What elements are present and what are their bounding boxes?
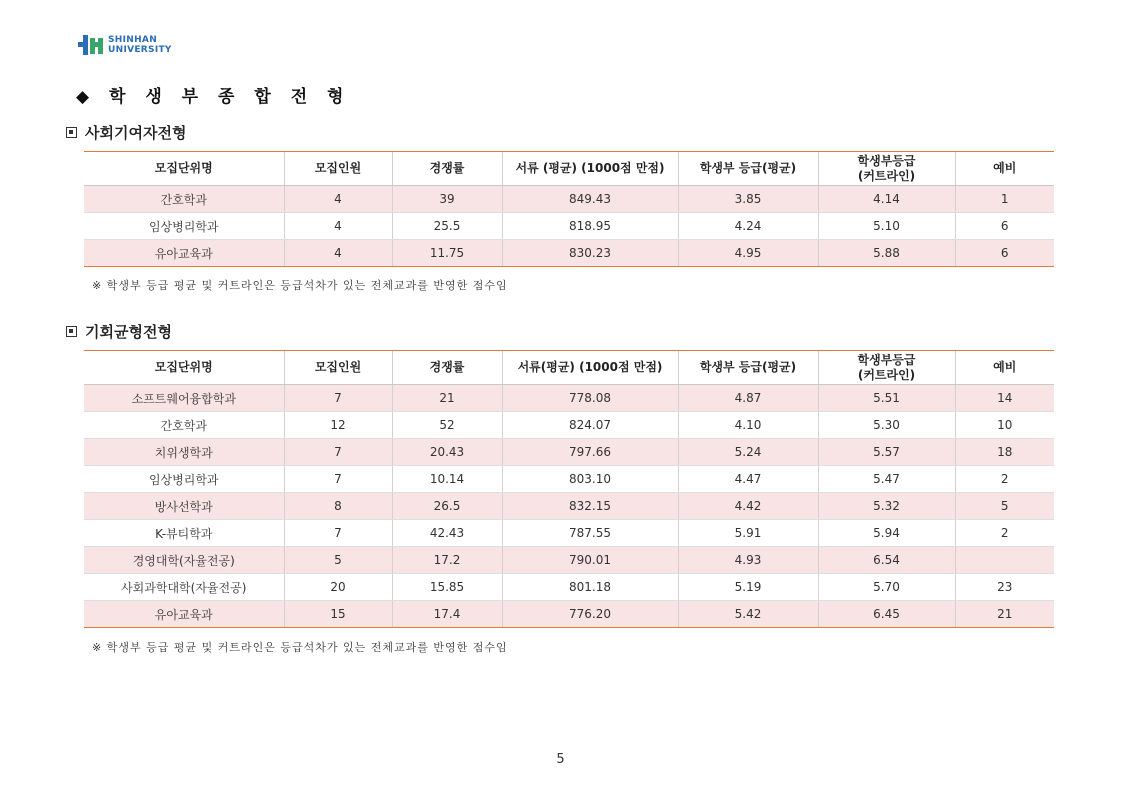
table-row — [84, 439, 1054, 466]
page-title: ◆ 학 생 부 종 합 전 형 — [76, 87, 351, 107]
cell-quota: 4 — [284, 186, 392, 213]
header-quota: 모집인원 — [284, 152, 392, 186]
cell-quota: 7 — [284, 466, 392, 493]
cell-quota: 20 — [284, 574, 392, 601]
cell-grade-cutline: 5.70 — [818, 574, 955, 601]
shinhan-logo-icon — [78, 34, 104, 56]
cell-grade-cutline: 5.47 — [818, 466, 955, 493]
cell-grade-average: 3.85 — [678, 186, 818, 213]
header-grade-average: 학생부 등급(평균) — [678, 152, 818, 186]
page-number: 5 — [556, 752, 565, 767]
header-grade-cutline-line2: (커트라인) — [857, 168, 916, 183]
cell-grade-average: 5.42 — [678, 601, 818, 628]
cell-document-score: 801.18 — [502, 574, 678, 601]
cell-document-score: 849.43 — [502, 186, 678, 213]
cell-unit: 간호학과 — [84, 186, 284, 213]
section-title-text: 사회기여자전형 — [85, 124, 187, 142]
header-competition: 경쟁률 — [392, 351, 502, 385]
cell-competition: 39 — [392, 186, 502, 213]
cell-quota: 8 — [284, 493, 392, 520]
header-waitlist: 예비 — [955, 351, 1054, 385]
header-unit: 모집단위명 — [84, 152, 284, 186]
cell-waitlist: 2 — [955, 520, 1054, 547]
cell-quota: 7 — [284, 520, 392, 547]
table-row — [84, 466, 1054, 493]
cell-grade-average: 5.24 — [678, 439, 818, 466]
cell-waitlist: 21 — [955, 601, 1054, 628]
cell-waitlist: 23 — [955, 574, 1054, 601]
table-row — [84, 520, 1054, 547]
cell-unit: 간호학과 — [84, 412, 284, 439]
cell-waitlist: 2 — [955, 466, 1054, 493]
cell-unit: 소프트웨어융합학과 — [84, 385, 284, 412]
social-contribution-table — [84, 151, 1054, 267]
cell-quota: 4 — [284, 213, 392, 240]
cell-waitlist: 10 — [955, 412, 1054, 439]
cell-competition: 20.43 — [392, 439, 502, 466]
cell-grade-average: 4.95 — [678, 240, 818, 267]
header-document-score: 서류 (평균) (1000점 만점) — [502, 152, 678, 186]
section-title-opportunity-balance — [66, 321, 172, 342]
cell-competition: 17.2 — [392, 547, 502, 574]
cell-waitlist: 6 — [955, 240, 1054, 267]
cell-competition: 25.5 — [392, 213, 502, 240]
cell-document-score: 832.15 — [502, 493, 678, 520]
table-row — [84, 412, 1054, 439]
cell-competition: 15.85 — [392, 574, 502, 601]
cell-document-score: 778.08 — [502, 385, 678, 412]
cell-waitlist: 1 — [955, 186, 1054, 213]
cell-quota: 7 — [284, 385, 392, 412]
cell-quota: 5 — [284, 547, 392, 574]
cell-unit: 사회과학대학(자율전공) — [84, 574, 284, 601]
cell-unit: 방사선학과 — [84, 493, 284, 520]
table-row — [84, 213, 1054, 240]
cell-grade-cutline: 6.45 — [818, 601, 955, 628]
cell-competition: 17.4 — [392, 601, 502, 628]
table-row — [84, 385, 1054, 412]
cell-document-score: 776.20 — [502, 601, 678, 628]
logo-text — [108, 35, 172, 55]
cell-quota: 12 — [284, 412, 392, 439]
cell-document-score: 797.66 — [502, 439, 678, 466]
cell-grade-average: 5.19 — [678, 574, 818, 601]
cell-unit: K-뷰티학과 — [84, 520, 284, 547]
cell-grade-cutline: 5.94 — [818, 520, 955, 547]
cell-quota: 4 — [284, 240, 392, 267]
header-grade-cutline — [818, 152, 955, 186]
cell-grade-cutline: 5.30 — [818, 412, 955, 439]
cell-grade-average: 4.93 — [678, 547, 818, 574]
cell-grade-average: 5.91 — [678, 520, 818, 547]
table-row — [84, 240, 1054, 267]
cell-waitlist: 14 — [955, 385, 1054, 412]
cell-grade-cutline: 6.54 — [818, 547, 955, 574]
cell-grade-average: 4.42 — [678, 493, 818, 520]
cell-grade-average: 4.24 — [678, 213, 818, 240]
cell-unit: 치위생학과 — [84, 439, 284, 466]
header-grade-cutline — [818, 351, 955, 385]
table-row — [84, 574, 1054, 601]
logo-line2: UNIVERSITY — [108, 45, 172, 55]
table-row — [84, 547, 1054, 574]
cell-competition: 11.75 — [392, 240, 502, 267]
cell-document-score: 818.95 — [502, 213, 678, 240]
cell-document-score: 790.01 — [502, 547, 678, 574]
cell-quota: 15 — [284, 601, 392, 628]
cell-waitlist: 5 — [955, 493, 1054, 520]
cell-competition: 26.5 — [392, 493, 502, 520]
cell-grade-cutline: 5.10 — [818, 213, 955, 240]
cell-competition: 21 — [392, 385, 502, 412]
header-waitlist: 예비 — [955, 152, 1054, 186]
cell-quota: 7 — [284, 439, 392, 466]
table-header-row — [84, 152, 1054, 186]
cell-waitlist — [955, 547, 1054, 574]
section-title-text: 기회균형전형 — [85, 323, 172, 341]
cell-grade-cutline: 5.57 — [818, 439, 955, 466]
cell-document-score: 803.10 — [502, 466, 678, 493]
cell-competition: 52 — [392, 412, 502, 439]
section-title-social-contribution — [66, 122, 186, 143]
header-grade-cutline-line2: (커트라인) — [857, 367, 916, 382]
table-note: ※ 학생부 등급 평균 및 커트라인은 등급석차가 있는 전체교과를 반영한 점수임 — [92, 641, 508, 654]
header-unit: 모집단위명 — [84, 351, 284, 385]
cell-grade-cutline: 5.88 — [818, 240, 955, 267]
cell-document-score: 824.07 — [502, 412, 678, 439]
cell-document-score: 830.23 — [502, 240, 678, 267]
table-row — [84, 493, 1054, 520]
header-grade-cutline-line1: 학생부등급 — [857, 352, 916, 367]
cell-document-score: 787.55 — [502, 520, 678, 547]
cell-competition: 42.43 — [392, 520, 502, 547]
university-logo — [78, 34, 172, 56]
logo-line1: SHINHAN — [108, 35, 158, 45]
table-header-row — [84, 351, 1054, 385]
header-grade-cutline-line1: 학생부등급 — [857, 153, 916, 168]
cell-grade-average: 4.47 — [678, 466, 818, 493]
header-document-score: 서류(평균) (1000점 만점) — [502, 351, 678, 385]
opportunity-balance-table — [84, 350, 1054, 628]
cell-grade-cutline: 5.51 — [818, 385, 955, 412]
cell-waitlist: 18 — [955, 439, 1054, 466]
header-grade-average: 학생부 등급(평균) — [678, 351, 818, 385]
cell-grade-average: 4.87 — [678, 385, 818, 412]
header-competition: 경쟁률 — [392, 152, 502, 186]
cell-grade-average: 4.10 — [678, 412, 818, 439]
cell-competition: 10.14 — [392, 466, 502, 493]
cell-unit: 임상병리학과 — [84, 466, 284, 493]
square-bullet-icon — [66, 326, 77, 337]
cell-grade-cutline: 5.32 — [818, 493, 955, 520]
table-note: ※ 학생부 등급 평균 및 커트라인은 등급석차가 있는 전체교과를 반영한 점수임 — [92, 279, 508, 292]
table-row — [84, 186, 1054, 213]
cell-unit: 경영대학(자율전공) — [84, 547, 284, 574]
table-row — [84, 601, 1054, 628]
cell-grade-cutline: 4.14 — [818, 186, 955, 213]
cell-waitlist: 6 — [955, 213, 1054, 240]
cell-unit: 유아교육과 — [84, 240, 284, 267]
cell-unit: 유아교육과 — [84, 601, 284, 628]
header-quota: 모집인원 — [284, 351, 392, 385]
square-bullet-icon — [66, 127, 77, 138]
cell-unit: 임상병리학과 — [84, 213, 284, 240]
